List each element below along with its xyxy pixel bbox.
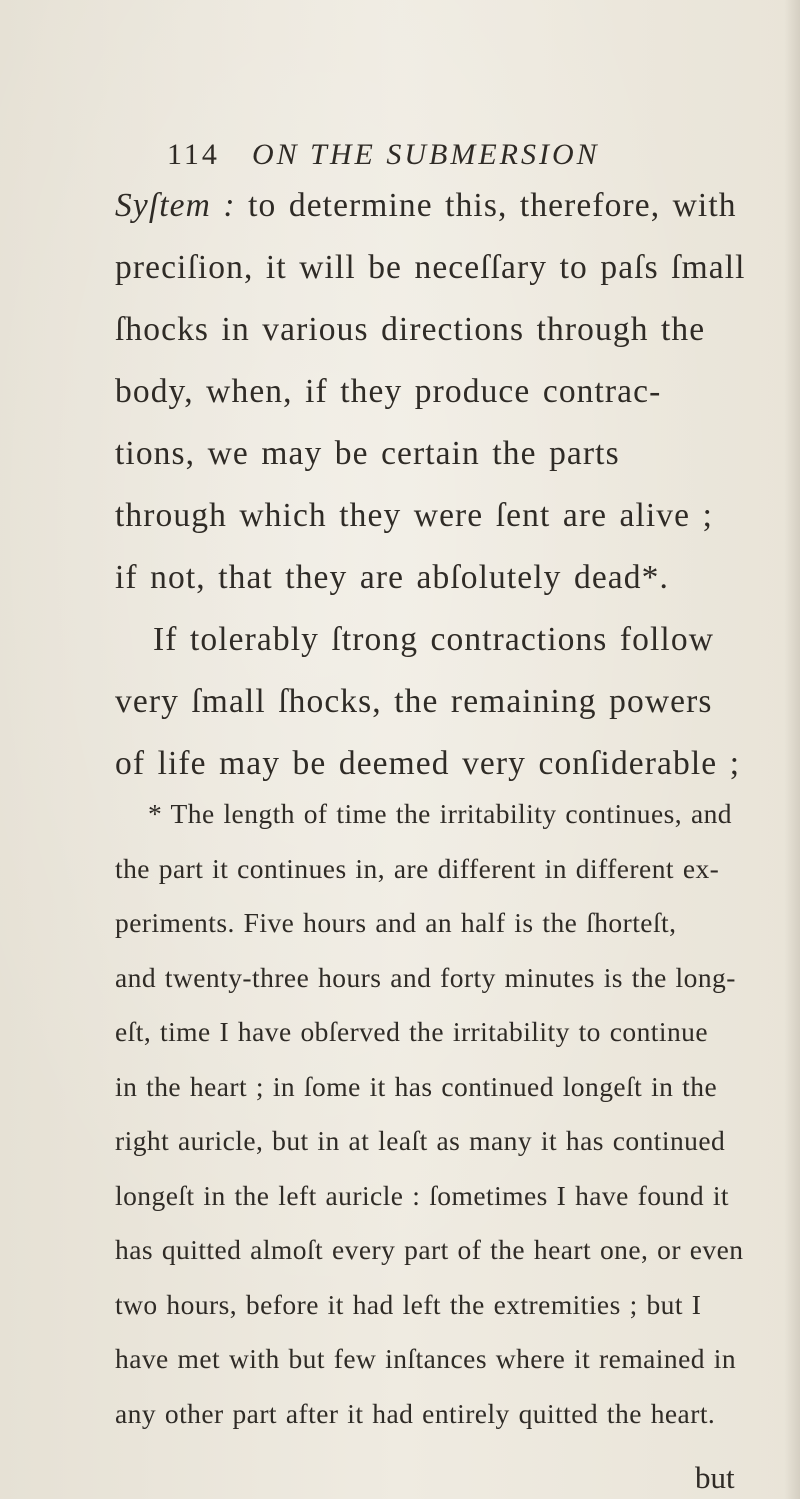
body-line-1 [115, 187, 737, 225]
body-line-3: ſhocks in various directions through the [115, 311, 706, 348]
body-line-5: tions, we may be certain the parts [115, 435, 620, 472]
body-line-9: very ſmall ſhocks, the remaining powers [115, 683, 713, 720]
footnote-line-5: eſt, time I have obſerved the irritability to continue [115, 1016, 709, 1047]
running-head [167, 138, 787, 182]
footnote-line-3: periments. Five hours and an half is the ſhorteſt, [115, 907, 677, 938]
footnote-line-11: have met with but few inſtances where it remained in [115, 1343, 737, 1374]
page-edge-shadow [784, 0, 800, 1499]
body-line-8: If tolerably ſtrong contractions follow [153, 621, 714, 658]
footnote-line-12: any other part after it had entirely quitted the heart. [115, 1397, 716, 1429]
page-number: 114 [167, 138, 220, 171]
footnote-line-6: in the heart ; in ſome it has continued longeſt in the [115, 1070, 718, 1102]
footnote-line-8: longeſt in the left auricle : ſometimes I have found it [115, 1179, 730, 1211]
footnote-line-4: and twenty-three hours and forty minutes is the long- [115, 961, 736, 993]
footnote-line-2: the part it continues in, are different in different ex- [115, 852, 720, 884]
body-first-word: Syſtem : [115, 187, 236, 224]
body-line-10: of life may be deemed very conſiderable ; [115, 745, 741, 782]
running-head-title: ON THE SUBMERSION [252, 138, 600, 171]
footnote-line-7: right auricle, but in at leaſt as many it has continued [115, 1125, 726, 1156]
footnote-line-9: has quitted almoſt every part of the heart one, or even [115, 1234, 744, 1265]
footnote-line-10: two hours, before it had left the extremities ; but I [115, 1288, 702, 1320]
body-line-6: through which they were ſent are alive ; [115, 497, 714, 534]
footnote-line-1: * The length of time the irritability continues, and [148, 798, 733, 829]
body-line-1-text: to determine this, therefore, with [235, 187, 737, 224]
body-line-2: preciſion, it will be neceſſary to paſs ſmall [115, 249, 746, 286]
body-line-7: if not, that they are abſolutely dead*. [115, 559, 669, 596]
body-line-4: body, when, if they produce contrac- [115, 373, 662, 410]
catchword: but [695, 1460, 735, 1495]
